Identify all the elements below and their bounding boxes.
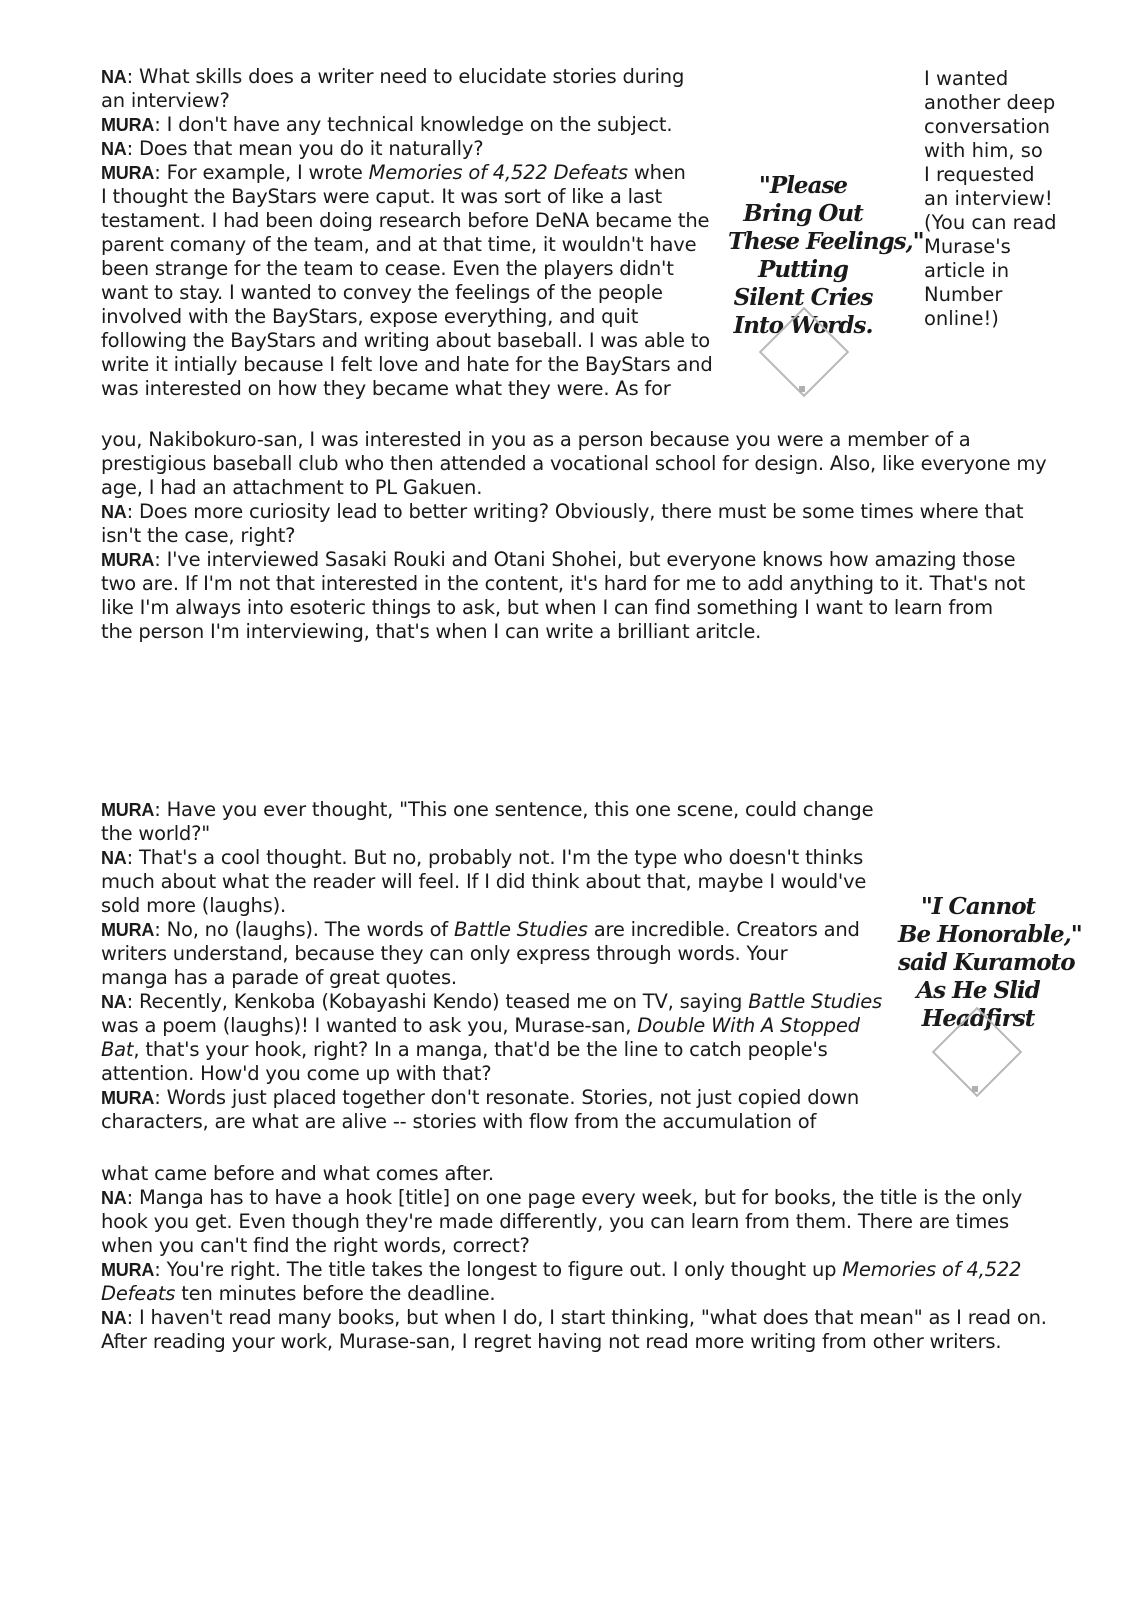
text-line <box>101 990 882 1014</box>
speaker-label: MURA <box>101 550 155 570</box>
text-line <box>101 966 882 990</box>
dialogue-text: isn't the case, right? <box>101 524 296 547</box>
dialogue-text: ten minutes before the deadline. <box>175 1282 496 1305</box>
text-line <box>101 113 713 137</box>
text-line: Putting <box>758 256 848 283</box>
text-line <box>101 1234 1047 1258</box>
dialogue-text: an interview? <box>101 89 230 112</box>
dialogue-text: : Manga has to have a hook [title] on one page every week, but for books, the title is the only <box>126 1186 1023 1209</box>
text-line <box>101 281 713 305</box>
speaker-label: NA <box>101 992 127 1012</box>
dialogue-text: : Have you ever thought, "This one sentence, this one scene, could change <box>154 798 874 821</box>
text-line: As He Slid <box>916 977 1040 1004</box>
dialogue-text: attention. How'd you come up with that? <box>101 1062 492 1085</box>
dialogue-text: : What skills does a writer need to elucidate stories during <box>126 65 685 88</box>
text-line: said Kuramoto <box>898 949 1075 976</box>
text-line: "I Cannot <box>920 893 1036 920</box>
text-line <box>101 377 713 401</box>
text-line: Into Words. <box>733 312 873 339</box>
text-line: Headfirst <box>921 1005 1035 1032</box>
dialogue-text: : That's a cool thought. But no, probably not. I'm the type who doesn't thinks <box>126 846 864 869</box>
speaker-label: MURA <box>101 163 155 183</box>
text-line <box>101 428 1047 452</box>
dialogue-text: : For example, I wrote <box>154 161 369 184</box>
text-line <box>101 1306 1047 1330</box>
dialogue-text: : Recently, Kenkoba (Kobayashi Kendo) teased me on TV, saying <box>126 990 749 1013</box>
interview-block-4 <box>101 1162 1047 1354</box>
dialogue-text: like I'm always into esoteric things to ask, but when I can find something I want to learn from <box>101 596 993 619</box>
book-title: Double With A Stopped <box>637 1014 860 1037</box>
book-title: Memories of 4,522 <box>842 1258 1022 1281</box>
text-line: Silent Cries <box>733 284 873 311</box>
book-title: Defeats <box>101 1282 176 1305</box>
dialogue-text: been strange for the team to cease. Even the players didn't <box>101 257 674 280</box>
text-line: Number <box>924 283 1003 306</box>
text-line <box>101 548 1047 572</box>
text-line: Bring Out <box>743 200 863 227</box>
speaker-label: MURA <box>101 800 155 820</box>
text-line <box>101 596 1047 620</box>
dialogue-text: : Does that mean you do it naturally? <box>126 137 484 160</box>
text-line: I requested <box>924 163 1035 186</box>
speaker-label: NA <box>101 502 127 522</box>
dialogue-text: : I haven't read many books, but when I do, I start thinking, "what does that mean" as I read on. <box>126 1306 1047 1329</box>
text-line <box>101 798 882 822</box>
text-line: These Feelings," <box>728 228 924 255</box>
dialogue-text: I thought the BayStars were caput. It was sort of like a last <box>101 185 662 208</box>
dialogue-text: testament. I had been doing research before DeNA became the <box>101 209 710 232</box>
text-line <box>101 1186 1047 1210</box>
text-line <box>101 89 713 113</box>
text-line <box>101 1110 882 1134</box>
text-line <box>101 185 713 209</box>
dialogue-text: : I don't have any technical knowledge on the subject. <box>154 113 673 136</box>
text-line <box>101 233 713 257</box>
text-line <box>101 476 1047 500</box>
dialogue-text: when <box>627 161 686 184</box>
book-title: Bat <box>101 1038 134 1061</box>
text-line <box>101 1210 1047 1234</box>
dialogue-text: are incredible. Creators and <box>587 918 860 941</box>
text-line: article in <box>924 259 1010 282</box>
dialogue-text: was a poem (laughs)! I wanted to ask you, Murase-san, <box>101 1014 638 1037</box>
text-line <box>101 209 713 233</box>
text-line <box>101 1258 1047 1282</box>
text-line: conversation <box>924 115 1051 138</box>
dialogue-text: the world?" <box>101 822 211 845</box>
dialogue-text: parent comany of the team, and at that time, it wouldn't have <box>101 233 697 256</box>
book-title: Memories of 4,522 Defeats <box>368 161 628 184</box>
dialogue-text: : Words just placed together don't resonate. Stories, not just copied down <box>154 1086 860 1109</box>
text-line: Murase's <box>924 235 1011 258</box>
text-line <box>101 942 882 966</box>
text-line <box>101 65 713 89</box>
base-marker <box>972 1086 978 1092</box>
text-line <box>101 1162 1047 1186</box>
interview-block-3 <box>101 798 882 1134</box>
text-line <box>101 1014 882 1038</box>
text-line: an interview! <box>924 187 1053 210</box>
dialogue-text: After reading your work, Murase-san, I regret having not read more writing from other writers. <box>101 1330 1002 1353</box>
sidebar-note <box>924 67 1114 331</box>
dialogue-text: prestigious baseball club who then attended a vocational school for design. Also, like everyone my <box>101 452 1047 475</box>
text-line <box>101 1330 1047 1354</box>
speaker-label: MURA <box>101 115 155 135</box>
speaker-label: NA <box>101 67 127 87</box>
dialogue-text: want to stay. I wanted to convey the feelings of the people <box>101 281 663 304</box>
text-line: another deep <box>924 91 1056 114</box>
speaker-label: NA <box>101 139 127 159</box>
text-line <box>101 1282 1047 1306</box>
text-line <box>101 870 882 894</box>
speaker-label: NA <box>101 1308 127 1328</box>
interview-block-2 <box>101 428 1047 644</box>
text-line: I wanted <box>924 67 1009 90</box>
dialogue-text: : Does more curiosity lead to better writing? Obviously, there must be some times where that <box>126 500 1024 523</box>
speaker-label: MURA <box>101 1260 155 1280</box>
text-line <box>101 161 713 185</box>
text-line <box>101 257 713 281</box>
text-line <box>101 329 713 353</box>
text-line <box>101 524 1047 548</box>
text-line <box>101 822 882 846</box>
text-line <box>101 1038 882 1062</box>
dialogue-text: when you can't find the right words, correct? <box>101 1234 530 1257</box>
speaker-label: NA <box>101 1188 127 1208</box>
dialogue-text: age, I had an attachment to PL Gakuen. <box>101 476 483 499</box>
text-line <box>101 894 882 918</box>
speaker-label: MURA <box>101 920 155 940</box>
dialogue-text: sold more (laughs). <box>101 894 287 917</box>
dialogue-text: , that's your hook, right? In a manga, that'd be the line to catch people's <box>133 1038 828 1061</box>
text-line <box>101 1062 882 1086</box>
text-line <box>101 846 882 870</box>
text-line: online!) <box>924 307 999 330</box>
text-line <box>101 305 713 329</box>
speaker-label: MURA <box>101 1088 155 1108</box>
text-line <box>101 572 1047 596</box>
dialogue-text: you, Nakibokuro-san, I was interested in you as a person because you were a member of a <box>101 428 971 451</box>
dialogue-text: : I've interviewed Sasaki Rouki and Otani Shohei, but everyone knows how amazing those <box>154 548 1016 571</box>
text-line <box>101 452 1047 476</box>
dialogue-text: writers understand, because they can only express through words. Your <box>101 942 788 965</box>
book-title: Battle Studies <box>453 918 588 941</box>
dialogue-text: : You're right. The title takes the longest to figure out. I only thought up <box>154 1258 843 1281</box>
text-line: "Please <box>758 172 848 199</box>
dialogue-text: what came before and what comes after. <box>101 1162 494 1185</box>
dialogue-text: involved with the BayStars, expose everything, and quit <box>101 305 639 328</box>
text-line <box>101 500 1047 524</box>
dialogue-text: the person I'm interviewing, that's when I can write a brilliant aritcle. <box>101 620 762 643</box>
text-line: with him, so <box>924 139 1043 162</box>
dialogue-text: write it intially because I felt love and hate for the BayStars and <box>101 353 713 376</box>
text-line <box>101 620 1047 644</box>
dialogue-text: much about what the reader will feel. If I did think about that, maybe I would've <box>101 870 867 893</box>
book-title: Battle Studies <box>748 990 882 1013</box>
text-line <box>101 353 713 377</box>
speaker-label: NA <box>101 848 127 868</box>
dialogue-text: manga has a parade of great quotes. <box>101 966 457 989</box>
text-line <box>101 137 713 161</box>
dialogue-text: hook you get. Even though they're made differently, you can learn from them. There are times <box>101 1210 1009 1233</box>
dialogue-text: following the BayStars and writing about baseball. I was able to <box>101 329 710 352</box>
text-line: Be Honorable," <box>898 921 1082 948</box>
dialogue-text: characters, are what are alive -- stories with flow from the accumulation of <box>101 1110 817 1133</box>
dialogue-text: two are. If I'm not that interested in the content, it's hard for me to add anything to it. That's not <box>101 572 1026 595</box>
text-line <box>101 1086 882 1110</box>
text-line: (You can read <box>924 211 1057 234</box>
text-line <box>101 918 882 942</box>
dialogue-text: was interested on how they became what they were. As for <box>101 377 671 400</box>
base-marker <box>799 386 805 392</box>
interview-block-1 <box>101 65 713 401</box>
dialogue-text: : No, no (laughs). The words of <box>154 918 454 941</box>
